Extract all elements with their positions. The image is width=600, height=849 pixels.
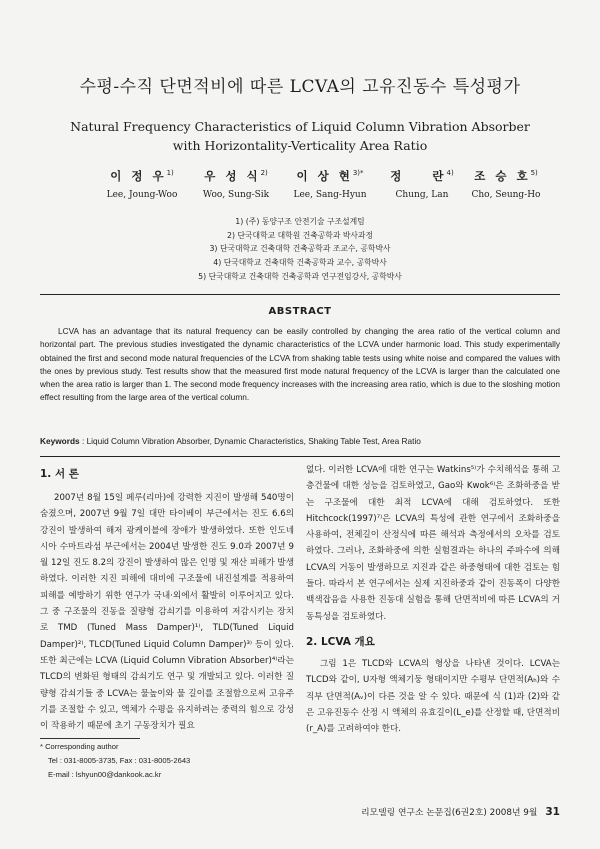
title-english-line1: Natural Frequency Characteristics of Liquid Column Vibration Absorber	[70, 119, 530, 134]
abstract-bottom-rule	[40, 456, 560, 457]
author-4-name-ko: 정 란	[390, 169, 447, 183]
footnote-phone: Tel : 031-8005-3735, Fax : 031-8005-2643	[48, 755, 191, 765]
author-3-name-ko: 이 상 현	[296, 169, 353, 183]
affiliation-4: 4) 단국대학교 건축대학 건축공학과 교수, 공학박사	[213, 258, 387, 268]
author-2-name-ko: 우 성 식	[204, 169, 261, 183]
author-3-mark: 3)*	[352, 169, 364, 178]
journal-footer	[330, 805, 560, 818]
affiliation-3: 3) 단국대학교 건축대학 건축공학과 조교수, 공학박사	[209, 244, 391, 254]
author-list	[0, 168, 600, 208]
section-2-paragraph: 그림 1은 TLCD와 LCVA의 형상을 나타낸 것이다. LCVA는 TLCD와 같이, U자형 액체기둥 형태이지만 수평부 단면적(Aₕ)와 수직부 단면적(Aᵥ)이 다른 것을 알 수 있다. 때문에 식 (1)과 (2)와 같은 고유진동수 산정 시 액체의 유효길이(L_e)를 산정할 때, 단면적비(r_A)를 고려하여야 한다.	[306, 659, 560, 735]
page-number: 31	[545, 806, 560, 818]
section-1-heading: 1. 서 론	[40, 468, 79, 480]
author-3-name-en: Lee, Sang-Hyun	[293, 190, 367, 200]
affiliation-5: 5) 단국대학교 건축대학 건축공학과 연구전임강사, 공학박사	[198, 271, 402, 281]
author-2-mark: 2)	[260, 169, 268, 178]
affiliations	[0, 215, 600, 284]
title-korean: 수평-수직 단면적비에 따른 LCVA의 고유진동수 특성평가	[79, 77, 521, 97]
author-1-mark: 1)	[166, 169, 174, 178]
author-1-name-en: Lee, Joung-Woo	[106, 190, 178, 200]
affiliation-1: 1) (주) 동양구조 안전기술 구조설계팀	[235, 217, 365, 226]
title-english-line2: with Horizontality-Verticality Area Ratio	[172, 138, 428, 153]
column-2-paragraph-1: 없다. 이러한 LCVA에 대한 연구는 Watkins⁵⁾가 수치해석을 통해 고층건물에 대한 성능을 검토하였고, Gao와 Kwok⁶⁾은 조화하중을 받는 구조물에 대한 최적 LCVA에 대해 검토하였다. 또한 Hitchcock(1997)⁷⁾은 LCVA의 특성에 관한 연구에서 조화하중을 사용하여, 전체길이 산정식에 따른 해석과 측정에서의 오차를 검토하였다. 그러나, 조화하중에 의한 실험결과는 하나의 주파수에 의해 LCVA의 거동이 발생하므로 지진과 같은 하중형태에 대한 검토는 힘들다. 따라서 본 연구에서는 실제 지진하중과 같이 진동폭이 다양한 백색잡음을 사용한 진동대 실험을 통해 단면적비에 따른 LCVA의 거동특성을 검토하였다.	[306, 465, 560, 622]
author-5-name-ko: 조 승 호	[474, 169, 531, 183]
title-english	[0, 117, 600, 155]
abstract-heading: ABSTRACT	[268, 306, 332, 317]
keywords-list: : Liquid Column Vibration Absorber, Dynamic Characteristics, Shaking Table Test, Area Ratio	[79, 436, 421, 446]
author-5-name-en: Cho, Seung-Ho	[471, 190, 541, 200]
affiliation-2: 2) 단국대학교 대학원 건축공학과 박사과정	[227, 230, 373, 240]
author-4-name-en: Chung, Lan	[395, 190, 449, 200]
keywords	[40, 436, 560, 446]
footnote	[40, 740, 294, 781]
author-4-mark: 4)	[446, 169, 454, 178]
section-1-paragraph: 2007년 8월 15일 페루(리마)에 강력한 지진이 발생해 540명이 숨졌으며, 2007년 9월 7일 대만 타이베이 부근에서는 진도 6.6의 강진이 발생하여 해저 광케이블에 장애가 발생하였다. 또한 인도네시아 수마트라섬 부근에서는 2004년 발생한 진도 9.0과 2007년 9월 12일 진도 8.2의 강진이 발생하여 많은 인명 및 재산 피해가 발생하였다. 이러한 지진 피해에 대비에 구조물에 내진설계를 적용하여 피해를 예방하기 위한 연구가 국내·외에서 활발히 이루어지고 있다. 그 중 구조물의 진동을 질량형 감쇠기를 이용하여 저감시키는 장치로 TMD (Tuned Mass Damper)¹⁾, TLD(Tuned Liquid Damper)²⁾, TLCD(Tuned Liquid Column Damper)³⁾ 등이 있다. 또한 최근에는 LCVA (Liquid Column Vibration Absorber)⁴⁾라는 TLCD의 변화된 형태의 감쇠기도 연구 및 개발되고 있다. 이러한 질량형 감쇠기들 중 LCVA는 물높이와 물 길이를 조절함으로써 고유주기를 조절할 수 있고, 액체가 수평을 유지하려는 중력의 힘으로 강성이 작용하기 때문에 초기 구동장치가 필요	[40, 493, 294, 732]
abstract-top-rule	[40, 294, 560, 295]
section-2-heading: 2. LCVA 개요	[306, 636, 375, 648]
footnote-rule	[40, 738, 140, 739]
author-2-name-en: Woo, Sung-Sik	[202, 190, 270, 200]
journal-name: 리모델링 연구소 논문집(6권2호) 2008년 9월	[361, 808, 538, 818]
footnote-email: E-mail : lshyun00@dankook.ac.kr	[48, 769, 162, 779]
abstract-text: LCVA has an advantage that its natural frequency can be easily controlled by changing the area ratio of the vertical column and horizontal part. The previous studies investigated the dynamic characteristics of the LCVA under harmonic load. This study experimentally obtained the first and second mode natural frequencies of the LCVA from shaking table tests using white noise and compared the values with the ones by previous study. Test results show that the measured first mode natural frequency of the LCVA is larger than the calculated one when the area ratio is larger than 1. The second mode frequency increases with the increasing area ratio, which is due to the sloshing motion effect resulting from the large area of the vertical column.	[40, 326, 560, 403]
author-1-name-ko: 이 정 우	[110, 169, 167, 183]
keywords-label: Keywords	[40, 436, 80, 446]
author-5	[446, 168, 566, 200]
footnote-corresponding: * Corresponding author	[40, 742, 119, 751]
author-5-mark: 5)	[530, 169, 538, 178]
